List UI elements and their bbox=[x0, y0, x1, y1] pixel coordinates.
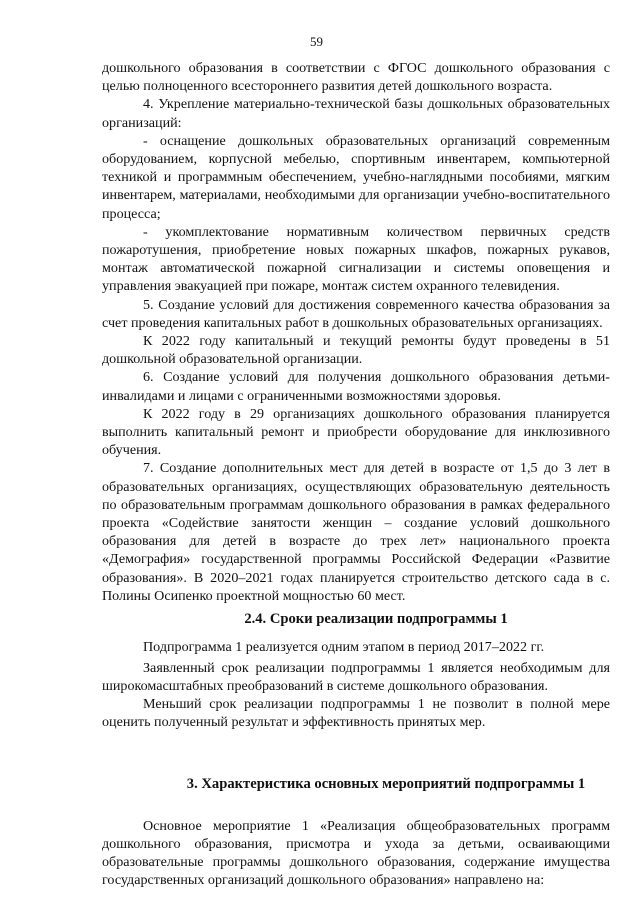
list-item: - укомплектование нормативным количеством первичных средств пожаротушения, приобретение новых пожарных шкафов, пожарных рукавов, монтаж автоматической пожарной сигнализации и системы оповещения и управления эвакуацией при пожаре, монтаж систем охранного телевидения. bbox=[102, 223, 610, 295]
paragraph: 7. Создание дополнительных мест для детей в возрасте от 1,5 до 3 лет в образовательных организациях, осуществляющих образовательную деятельность по образовательным программам дошкольного образования в рамках федерального проекта «Содействие занятости женщин – создание условий дошкольного образования для детей в возрасте до трех лет» национального проекта «Демография» государственной программы Российской Федерации «Развитие образования». В 2020–2021 годах планируется строительство детского сада в с. Полины Осипенко проектной мощностью 60 мест. bbox=[102, 460, 610, 604]
page-body bbox=[102, 59, 610, 889]
paragraph: К 2022 году капитальный и текущий ремонты будут проведены в 51 дошкольной образовательной организации. bbox=[102, 333, 610, 368]
paragraph: 6. Создание условий для получения дошкольного образования детьми-инвалидами и лицами с ограниченными возможностями здоровья. bbox=[102, 369, 610, 404]
page-number: 59 bbox=[310, 34, 323, 49]
paragraph: Основное мероприятие 1 «Реализация общеобразовательных программ дошкольного образования, присмотра и ухода за детьми, осваивающими образовательные программы дошкольного образования, содержание имущества государственных организаций дошкольного образования» направлено на: bbox=[102, 817, 610, 889]
list-item: - оснащение дошкольных образовательных организаций современным оборудованием, корпусной мебелью, спортивным инвентарем, компьютерной техникой и программным обеспечением, учебно-наглядными пособиями, мягким инвентарем, материалами, необходимыми для организации учебно-воспитательного процесса; bbox=[102, 132, 610, 222]
section-heading-3: 3. Характеристика основных мероприятий подпрограммы 1 bbox=[186, 776, 586, 793]
paragraph: К 2022 году в 29 организациях дошкольного образования планируется выполнить капитальный ремонт и приобрести оборудование для инклюзивного обучения. bbox=[102, 405, 610, 459]
paragraph: Подпрограмма 1 реализуется одним этапом в период 2017–2022 гг. bbox=[143, 639, 545, 656]
paragraph: Заявленный срок реализации подпрограммы 1 является необходимым для широкомасштабных преобразований в системе дошкольного образования. bbox=[102, 659, 610, 694]
paragraph: 4. Укрепление материально-технической базы дошкольных образовательных организаций: bbox=[102, 96, 610, 131]
paragraph: 5. Создание условий для достижения современного качества образования за счет проведения капитальных работ в дошкольных образовательных организациях. bbox=[102, 296, 610, 331]
paragraph: дошкольного образования в соответствии с ФГОС дошкольного образования с целью полноценного всестороннего развития детей дошкольного возраста. bbox=[102, 60, 610, 95]
section-heading-2-4: 2.4. Сроки реализации подпрограммы 1 bbox=[244, 611, 508, 628]
paragraph: Меньший срок реализации подпрограммы 1 не позволит в полной мере оценить полученный результат и эффективность принятых мер. bbox=[102, 695, 610, 731]
